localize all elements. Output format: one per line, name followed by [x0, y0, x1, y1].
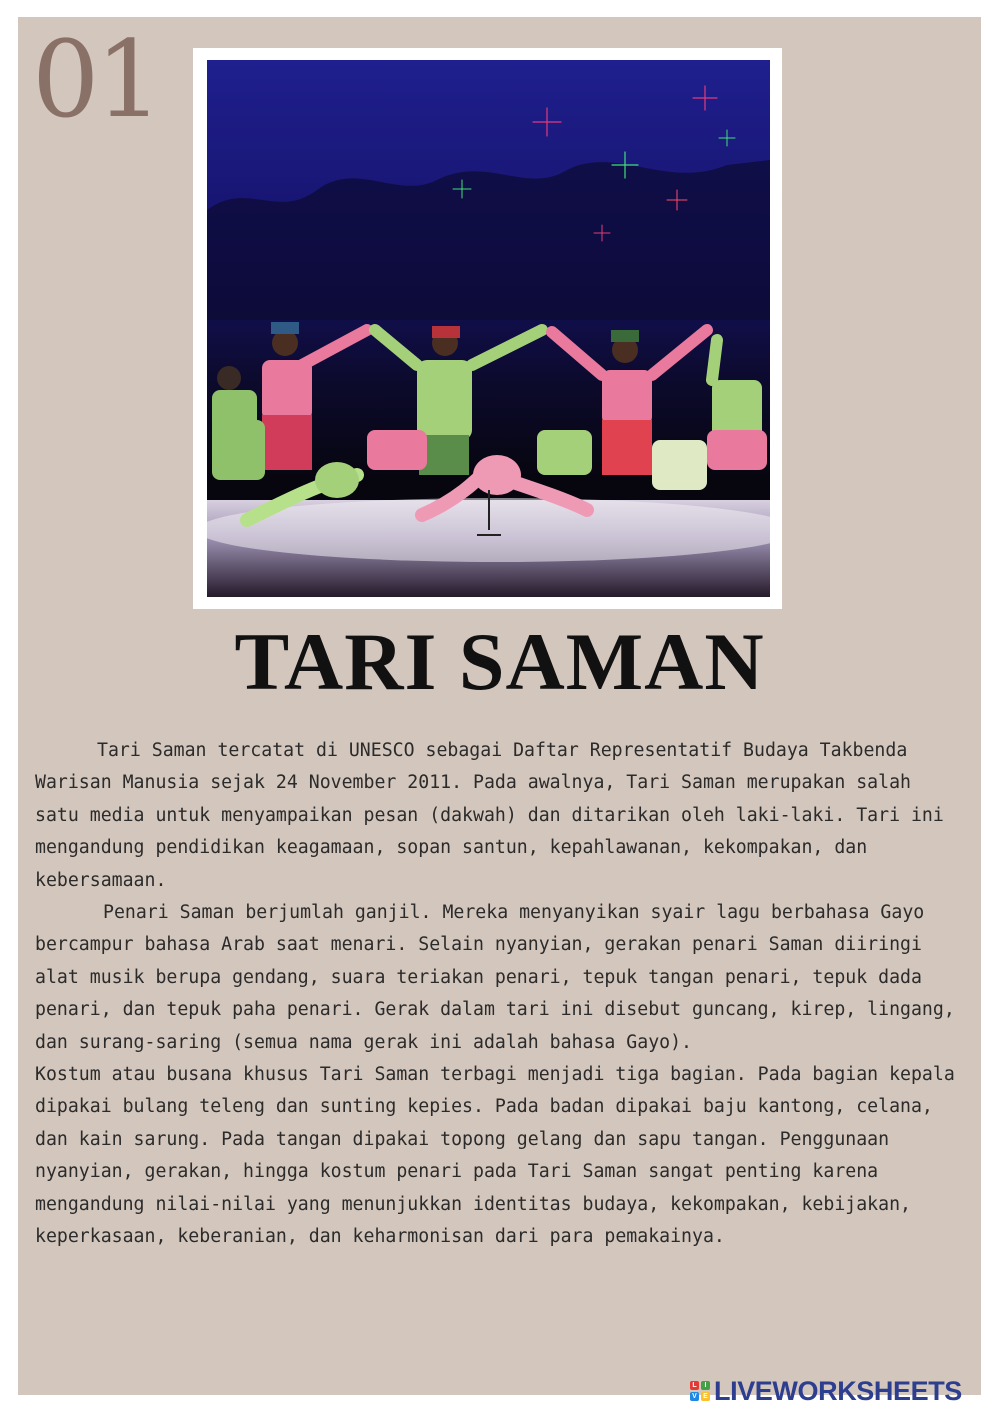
paragraph-1: Tari Saman tercatat di UNESCO sebagai Daftar Representatif Budaya Takbenda Warisan Manusia sejak 24 November 2011. Pada awalnya, Tari Saman merupakan salah satu media untuk menyampaikan pesan (dakwah) dan ditarikan oleh laki-laki. Tari ini mengandung pendidikan keagamaan, sopan santun, kepahlawanan, kekompakan, dan kebersamaan. — [35, 740, 944, 891]
article-body — [35, 735, 965, 1254]
logo-tiles-icon: L I V E — [690, 1381, 710, 1401]
liveworksheets-logo — [690, 1376, 962, 1406]
brand-name: LIVEWORKSHEETS — [714, 1375, 962, 1406]
page-sheet — [18, 17, 981, 1395]
paragraph-2: Penari Saman berjumlah ganjil. Mereka menyanyikan syair lagu berbahasa Gayo bercampur bahasa Arab saat menari. Selain nyanyian, gerakan penari Saman diiringi alat musik berupa gendang, suara teriakan penari, tepuk tangan penari, tepuk dada penari, dan tepuk paha penari. Gerak dalam tari ini disebut guncang, kirep, lingang, dan surang-saring (semua nama gerak ini adalah bahasa Gayo). — [35, 902, 955, 1053]
paragraph-3: Kostum atau busana khusus Tari Saman terbagi menjadi tiga bagian. Pada bagian kepala dipakai bulang teleng dan sunting kepies. Pada badan dipakai baju kantong, celana, dan kain sarung. Pada tangan dipakai topong gelang dan sapu tangan. Penggunaan nyanyian, gerakan, hingga kostum penari pada Tari Saman sangat penting karena mengandung nilai-nilai yang menunjukkan identitas budaya, kekompakan, kebijakan, keperkasaan, keberanian, dan keharmonisan dari para pemakainya. — [35, 1064, 955, 1248]
page-title: TARI SAMAN — [234, 616, 765, 707]
page-number: 01 — [32, 18, 159, 141]
saman-dance-photo — [207, 60, 770, 597]
